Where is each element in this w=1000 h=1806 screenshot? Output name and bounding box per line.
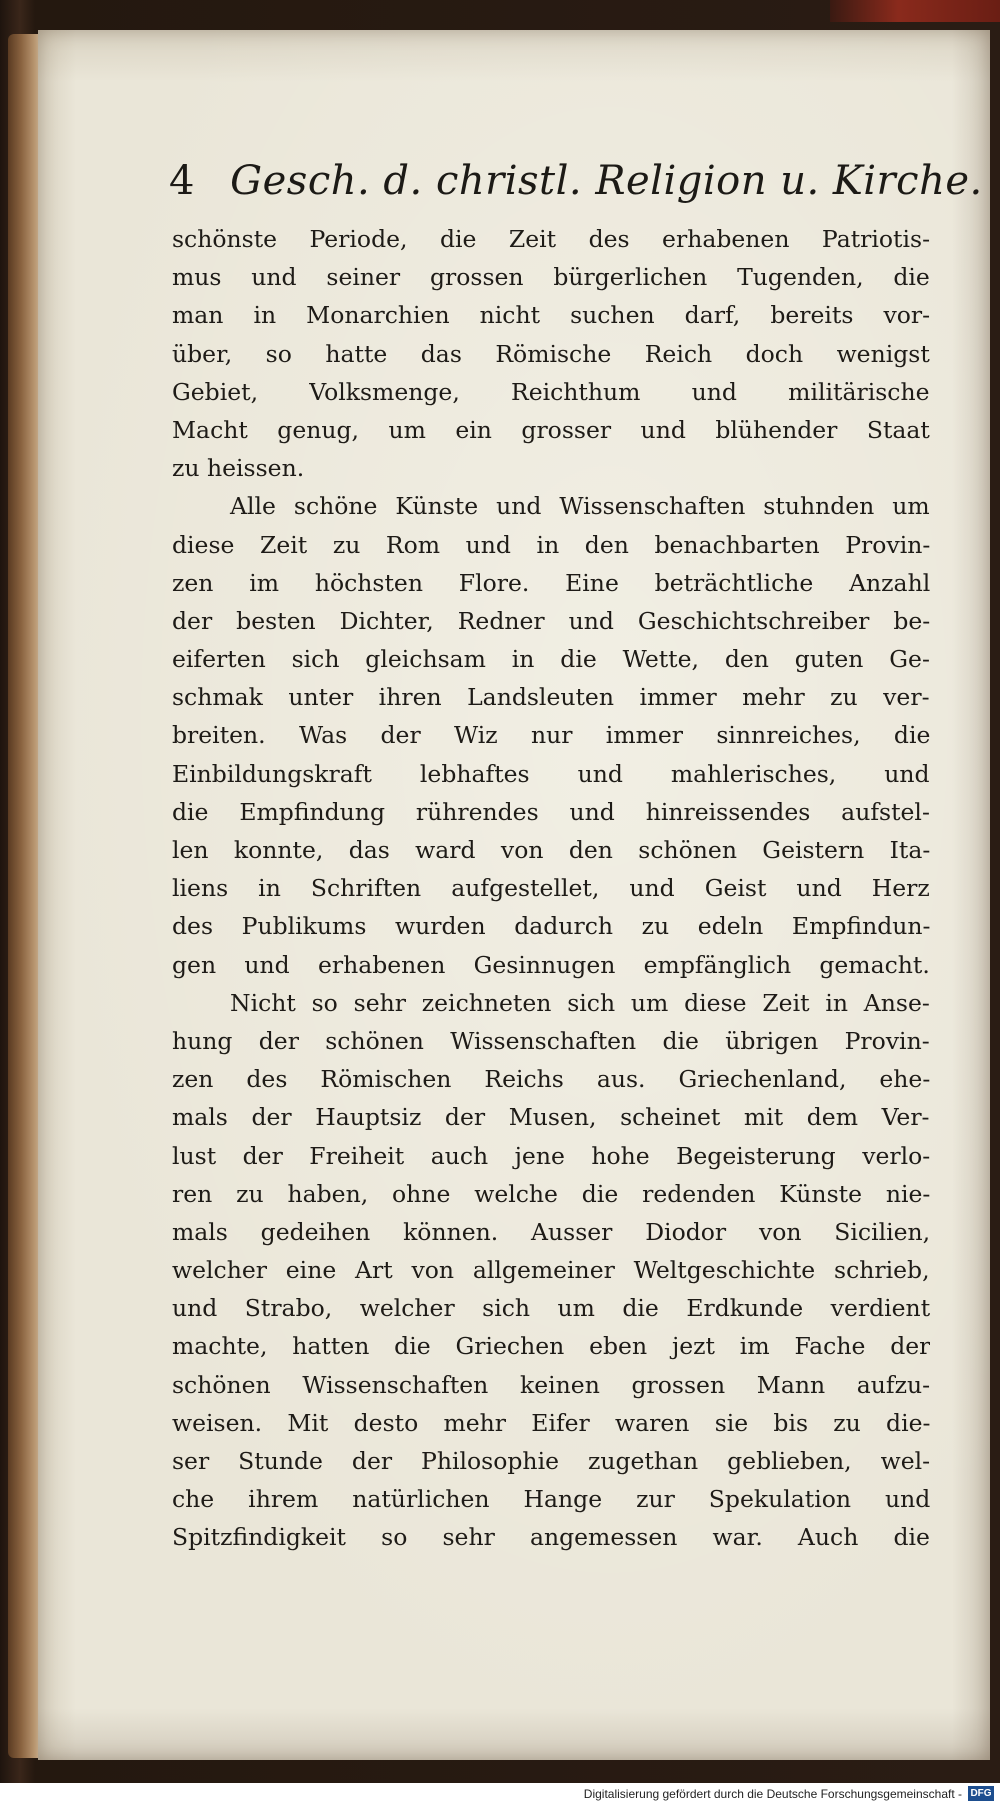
dfg-logo: DFG (968, 1786, 994, 1801)
text-line: hung der schönen Wissenschaften die übrigen Provin- (172, 1026, 930, 1055)
text-line: mals der Hauptsiz der Musen, scheinet mit dem Ver- (172, 1103, 930, 1132)
text-line: die Empfindung rührendes und hinreissendes aufstel- (172, 797, 930, 826)
text-line: Macht genug, um ein grosser und blühender Staat (172, 415, 930, 444)
text-line: und Strabo, welcher sich um die Erdkunde verdient (172, 1294, 930, 1323)
text-line: man in Monarchien nicht suchen darf, bereits vor- (172, 301, 930, 330)
text-line: Nicht so sehr zeichneten sich um diese Zeit in Anse- (230, 988, 930, 1017)
text-line: der besten Dichter, Redner und Geschichtschreiber be- (172, 606, 930, 635)
digitization-credit: Digitalisierung gefördert durch die Deutsche Forschungsgemeinschaft - (583, 1787, 962, 1801)
text-line: Gebiet, Volksmenge, Reichthum und militärische (172, 377, 930, 406)
running-head-title: Gesch. d. christl. Religion u. Kirche. (230, 158, 983, 204)
text-line: breiten. Was der Wiz nur immer sinnreiches, die (172, 721, 930, 750)
text-line: diese Zeit zu Rom und in den benachbarten Provin- (172, 530, 930, 559)
text-line: che ihrem natürlichen Hange zur Spekulation und (172, 1485, 930, 1514)
text-line: ser Stunde der Philosophie zugethan geblieben, wel- (172, 1447, 930, 1475)
text-line: machte, hatten die Griechen eben jezt im Fache der (172, 1332, 930, 1361)
text-line: des Publikums wurden dadurch zu edeln Empfindun- (172, 912, 930, 941)
text-line: Alle schöne Künste und Wissenschaften stuhnden um (230, 492, 930, 521)
text-line: schmak unter ihren Landsleuten immer mehr zu ver- (172, 683, 930, 712)
footer-bar (0, 1783, 1000, 1806)
text-line: über, so hatte das Römische Reich doch wenigst (172, 339, 930, 368)
book-cover-edge (830, 0, 1000, 22)
text-line: weisen. Mit desto mehr Eifer waren sie bis zu die- (172, 1408, 930, 1437)
text-line: zen im höchsten Flore. Eine beträchtliche Anzahl (172, 568, 930, 597)
text-line: zu heissen. (172, 454, 305, 483)
text-line: lust der Freiheit auch jene hohe Begeisterung verlo- (172, 1141, 930, 1170)
running-header (169, 158, 983, 204)
text-line: welcher eine Art von allgemeiner Weltgeschichte schrieb, (172, 1256, 930, 1285)
text-line: len konnte, das ward von den schönen Geistern Ita- (172, 836, 930, 864)
text-line: schönen Wissenschaften keinen grossen Mann aufzu- (172, 1370, 930, 1399)
body-text (172, 220, 930, 1557)
text-line: ren zu haben, ohne welche die redenden Künste nie- (172, 1179, 930, 1208)
text-line: Spitzfindigkeit so sehr angemessen war. Auch die (172, 1523, 930, 1552)
text-line: eiferten sich gleichsam in die Wette, den guten Ge- (172, 645, 930, 674)
text-line: liens in Schriften aufgestellet, und Geist und Herz (172, 874, 930, 903)
text-line: zen des Römischen Reichs aus. Griechenland, ehe- (172, 1065, 930, 1094)
page-number: 4 (169, 158, 195, 204)
text-line: gen und erhabenen Gesinnugen empfänglich gemacht. (172, 950, 930, 979)
text-line: schönste Periode, die Zeit des erhabenen Patriotis- (172, 225, 930, 253)
text-line: mals gedeihen können. Ausser Diodor von Sicilien, (172, 1217, 930, 1246)
text-line: mus und seiner grossen bürgerlichen Tugenden, die (172, 263, 930, 292)
text-line: Einbildungskraft lebhaftes und mahlerisches, und (172, 759, 930, 788)
